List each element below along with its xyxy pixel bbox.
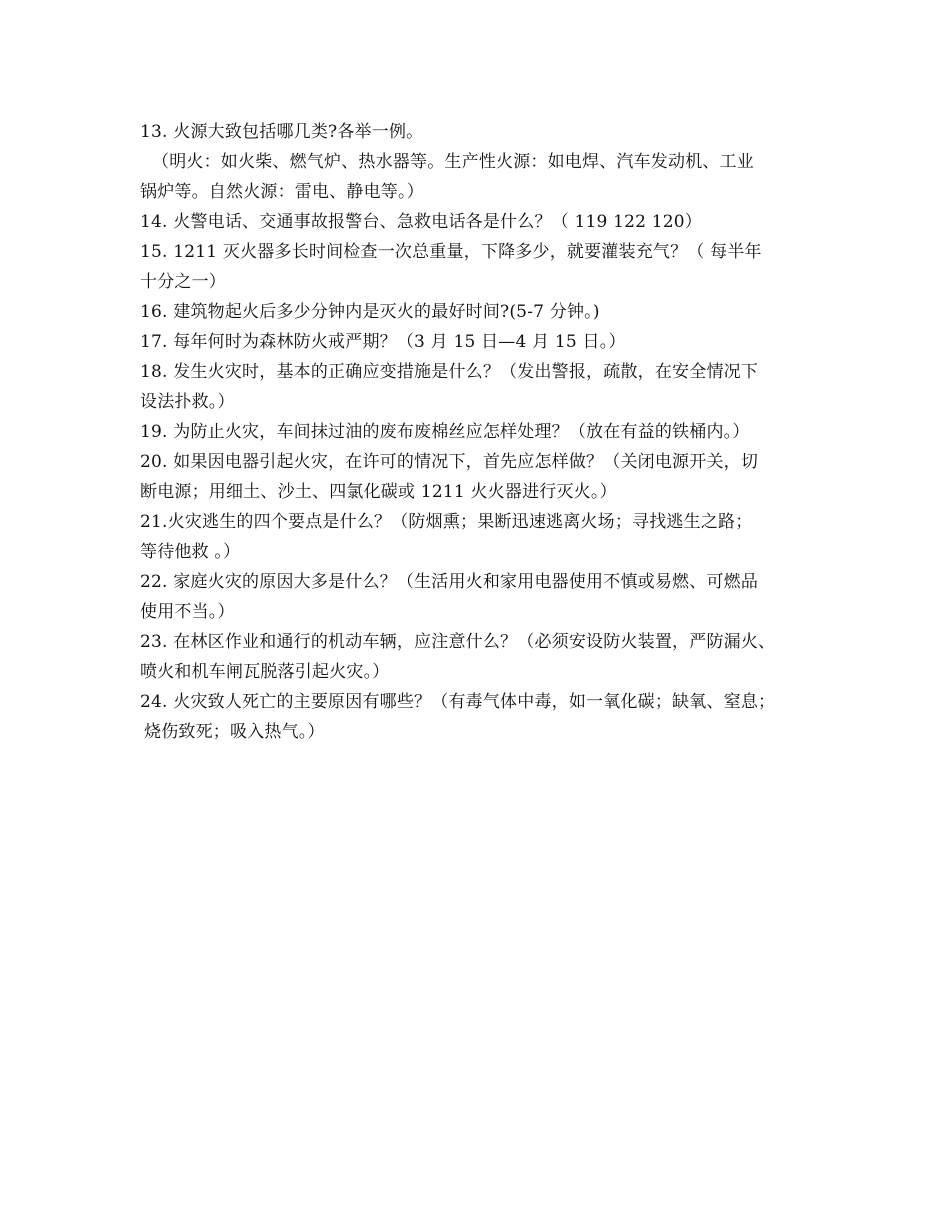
q20-answer-continued: 断电源；用细土、沙土、四氯化碳或 1211 火火器进行灭火。） <box>140 482 617 502</box>
document-body <box>140 117 830 747</box>
q24-question: 24. 火灾致人死亡的主要原因有哪些？（有毒气体中毒，如一氧化碳；缺氧、窒息； <box>140 692 776 712</box>
q22-question: 22. 家庭火灾的原因大多是什么？（生活用火和家用电器使用不慎或易燃、可燃品 <box>140 572 759 592</box>
q19-question: 19. 为防止火灾，车间抹过油的废布废棉丝应怎样处理？（放在有益的铁桶内。） <box>140 422 750 442</box>
q13-answer-line-2: 锅炉等。自然火源：雷电、静电等。） <box>140 182 424 202</box>
q23-question: 23. 在林区作业和通行的机动车辆，应注意什么？（必须安设防火装置，严防漏火、 <box>140 632 776 652</box>
q13-answer-line-1: （明火：如火柴、燃气炉、热水器等。生产性火源：如电焊、汽车发动机、工业 <box>152 152 754 172</box>
q15-question: 15. 1211 灭火器多长时间检查一次总重量，下降多少，就要灌装充气？（ 每半年 <box>140 242 762 262</box>
q24-answer-continued: 烧伤致死；吸入热气。） <box>144 722 325 742</box>
q21-question: 21.火灾逃生的四个要点是什么？（防烟熏；果断迅速逃离火场；寻找逃生之路； <box>140 512 753 532</box>
q21-answer-continued: 等待他救 。） <box>140 542 241 562</box>
q20-question: 20. 如果因电器引起火灾，在许可的情况下，首先应怎样做？（关闭电源开关，切 <box>140 452 759 472</box>
q17-question: 17. 每年何时为森林防火戒严期？（3 月 15 日—4 月 15 日。） <box>140 332 626 352</box>
q18-answer-continued: 设法扑救。） <box>140 392 235 412</box>
q14-question: 14. 火警电话、交通事故报警台、急救电话各是什么？（ 119 122 120） <box>140 212 702 232</box>
q22-answer-continued: 使用不当。） <box>140 602 235 622</box>
q13-question: 13. 火源大致包括哪几类?各举一例。 <box>140 122 424 142</box>
q18-question: 18. 发生火灾时，基本的正确应变措施是什么？（发出警报，疏散，在安全情况下 <box>140 362 759 382</box>
q16-question: 16. 建筑物起火后多少分钟内是灭火的最好时间?(5-7 分钟。) <box>140 302 600 322</box>
q23-answer-continued: 喷火和机车闸瓦脱落引起火灾。） <box>140 662 390 682</box>
q15-answer-continued: 十分之一） <box>140 272 226 292</box>
